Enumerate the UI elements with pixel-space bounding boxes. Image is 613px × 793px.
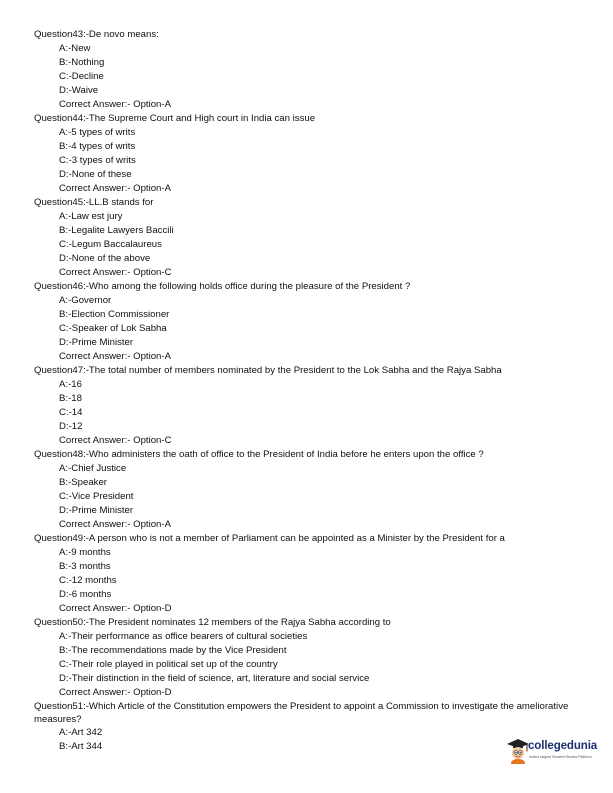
question-text: Question51:-Which Article of the Constitution empowers the President to appoint a Commission to investigate the ameliorative measures?	[34, 701, 569, 725]
answer-option: B:-Art 344	[59, 741, 103, 752]
question-text: Question48:-Who administers the oath of office to the President of India before he enters upon the office ?	[34, 449, 484, 460]
answer-option: A:-New	[59, 43, 91, 54]
answer-option: B:-Nothing	[59, 57, 105, 68]
question-text: Question43:-De novo means:	[34, 29, 159, 40]
answer-option: B:-Speaker	[59, 477, 107, 488]
correct-answer: Correct Answer:- Option-A	[59, 519, 171, 530]
answer-option: C:-Vice President	[59, 491, 134, 502]
answer-option: A:-Art 342	[59, 727, 103, 738]
answer-option: D:-Their distinction in the field of science, art, literature and social service	[59, 673, 370, 684]
answer-option: A:-Their performance as office bearers of cultural societies	[59, 631, 308, 642]
answer-option: B:-4 types of writs	[59, 141, 136, 152]
question-block	[34, 448, 609, 532]
answer-option: D:-None of these	[59, 169, 132, 180]
answer-option: B:-18	[59, 393, 82, 404]
logo-wordmark: collegedunia	[528, 740, 598, 752]
collegedunia-logo	[505, 737, 609, 767]
answer-option: D:-None of the above	[59, 253, 151, 264]
answer-option: C:-Decline	[59, 71, 104, 82]
question-block	[34, 616, 609, 700]
answer-option: D:-Waive	[59, 85, 99, 96]
question-text: Question50:-The President nominates 12 members of the Rajya Sabha according to	[34, 617, 391, 628]
answer-option: C:-3 types of writs	[59, 155, 136, 166]
question-block	[34, 280, 609, 364]
answer-option: C:-Speaker of Lok Sabha	[59, 323, 167, 334]
answer-option: B:-3 months	[59, 561, 111, 572]
correct-answer: Correct Answer:- Option-D	[59, 603, 172, 614]
answer-option: B:-Election Commissioner	[59, 309, 170, 320]
question-block	[34, 532, 609, 616]
correct-answer: Correct Answer:- Option-C	[59, 267, 172, 278]
question-text: Question49:-A person who is not a member of Parliament can be appointed as a Minister by the President for a	[34, 533, 505, 544]
answer-option: D:-12	[59, 421, 83, 432]
question-text: Question45:-LL.B stands for	[34, 197, 154, 208]
correct-answer: Correct Answer:- Option-A	[59, 351, 171, 362]
answer-option: A:-Chief Justice	[59, 463, 127, 474]
answer-option: D:-Prime Minister	[59, 505, 134, 516]
answer-option: A:-9 months	[59, 547, 111, 558]
question-text: Question44:-The Supreme Court and High court in India can issue	[34, 113, 316, 124]
question-block	[34, 28, 609, 112]
correct-answer: Correct Answer:- Option-D	[59, 687, 172, 698]
answer-option: B:-The recommendations made by the Vice President	[59, 645, 287, 656]
answer-option: C:-12 months	[59, 575, 117, 586]
correct-answer: Correct Answer:- Option-A	[59, 99, 171, 110]
question-text: Question47:-The total number of members nominated by the President to the Lok Sabha and the Rajya Sabha	[34, 365, 502, 376]
answer-option: A:-16	[59, 379, 82, 390]
answer-option: C:-Their role played in political set up of the country	[59, 659, 278, 670]
answer-option: A:-Law est jury	[59, 211, 123, 222]
answer-option: D:-6 months	[59, 589, 112, 600]
answer-option: A:-Governor	[59, 295, 112, 306]
question-block	[34, 112, 609, 196]
answer-option: A:-5 types of writs	[59, 127, 136, 138]
question-text: Question46:-Who among the following holds office during the pleasure of the President ?	[34, 281, 411, 292]
question-block	[34, 196, 609, 280]
answer-option: C:-Legum Baccalaureus	[59, 239, 162, 250]
answer-option: B:-Legalite Lawyers Baccili	[59, 225, 174, 236]
correct-answer: Correct Answer:- Option-C	[59, 435, 172, 446]
question-block	[34, 364, 609, 448]
correct-answer: Correct Answer:- Option-A	[59, 183, 171, 194]
logo-tagline: India's largest Student Review Platform	[529, 755, 592, 759]
answer-option: C:-14	[59, 407, 83, 418]
question-list	[34, 28, 609, 754]
answer-option: D:-Prime Minister	[59, 337, 134, 348]
